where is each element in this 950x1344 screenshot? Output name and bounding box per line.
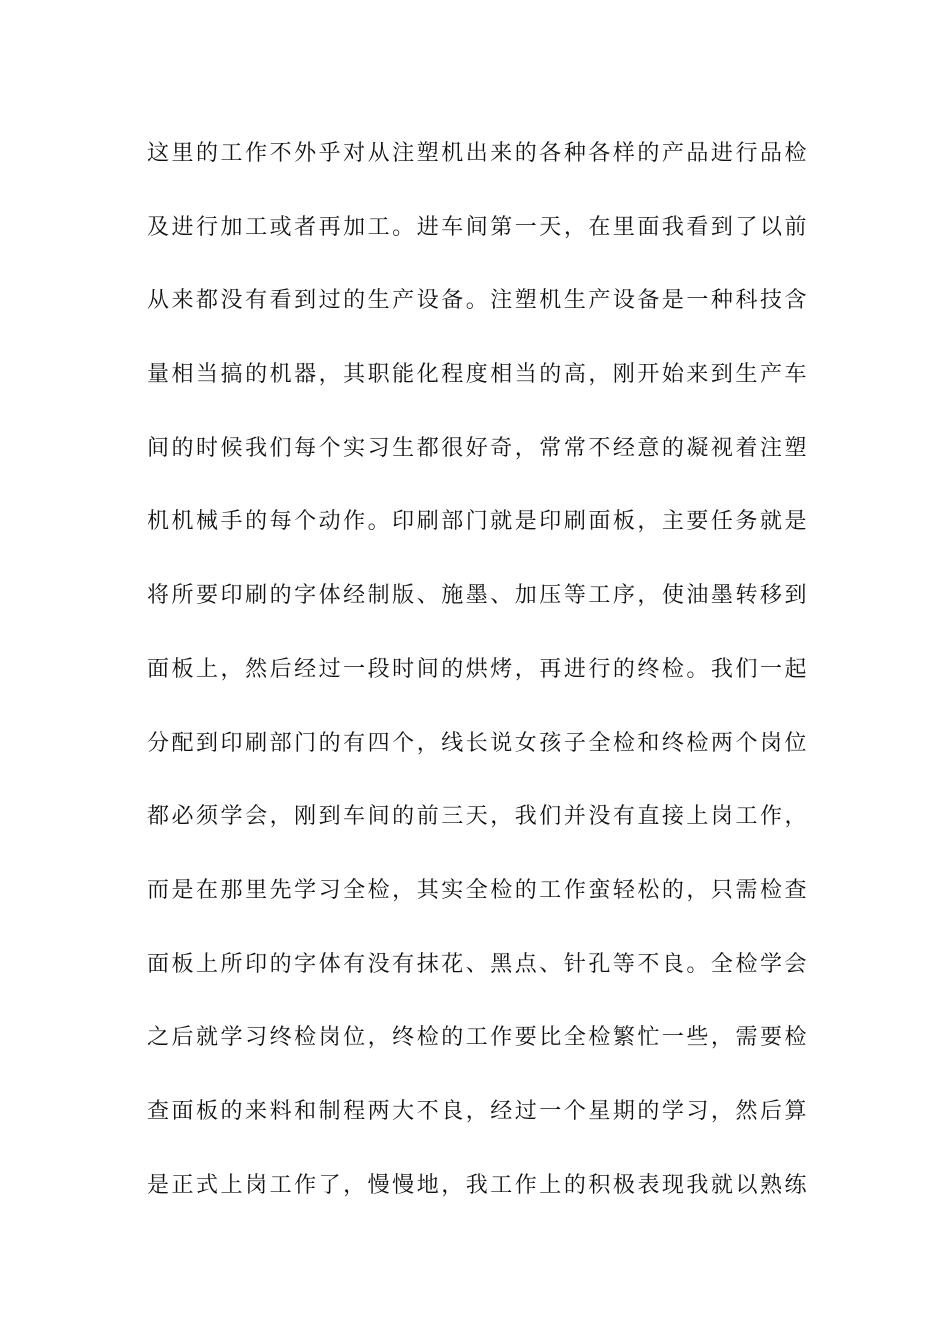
text-line: 而是在那里先学习全检，其实全检的工作蛮轻松的，只需检查 xyxy=(147,877,807,903)
text-line: 都必须学会，刚到车间的前三天，我们并没有直接上岗工作， xyxy=(147,804,807,830)
body-text xyxy=(147,131,807,1236)
text-line: 这里的工作不外乎对从注塑机出来的各种各样的产品进行品检 xyxy=(147,141,807,166)
text-line: 间的时候我们每个实习生都很好奇，常常不经意的凝视着注塑 xyxy=(147,435,807,461)
text-line: 面板上，然后经过一段时间的烘烤，再进行的终检。我们一起 xyxy=(147,656,807,682)
text-line: 量相当搞的机器，其职能化程度相当的高，刚开始来到生产车 xyxy=(147,362,807,388)
text-line: 从来都没有看到过的生产设备。注塑机生产设备是一种科技含 xyxy=(147,288,807,314)
text-line: 查面板的来料和制程两大不良，经过一个星期的学习，然后算 xyxy=(147,1098,807,1124)
text-line: 及进行加工或者再加工。进车间第一天，在里面我看到了以前 xyxy=(147,214,807,240)
text-line: 机机械手的每个动作。印刷部门就是印刷面板，主要任务就是 xyxy=(147,509,807,535)
text-line: 将所要印刷的字体经制版、施墨、加压等工序，使油墨转移到 xyxy=(147,583,807,609)
text-line: 面板上所印的字体有没有抹花、黑点、针孔等不良。全检学会 xyxy=(147,951,807,977)
text-line: 分配到印刷部门的有四个，线长说女孩子全检和终检两个岗位 xyxy=(147,730,807,756)
text-line: 之后就学习终检岗位，终检的工作要比全检繁忙一些，需要检 xyxy=(147,1025,807,1051)
text-line: 是正式上岗工作了，慢慢地，我工作上的积极表现我就以熟练 xyxy=(147,1172,807,1198)
